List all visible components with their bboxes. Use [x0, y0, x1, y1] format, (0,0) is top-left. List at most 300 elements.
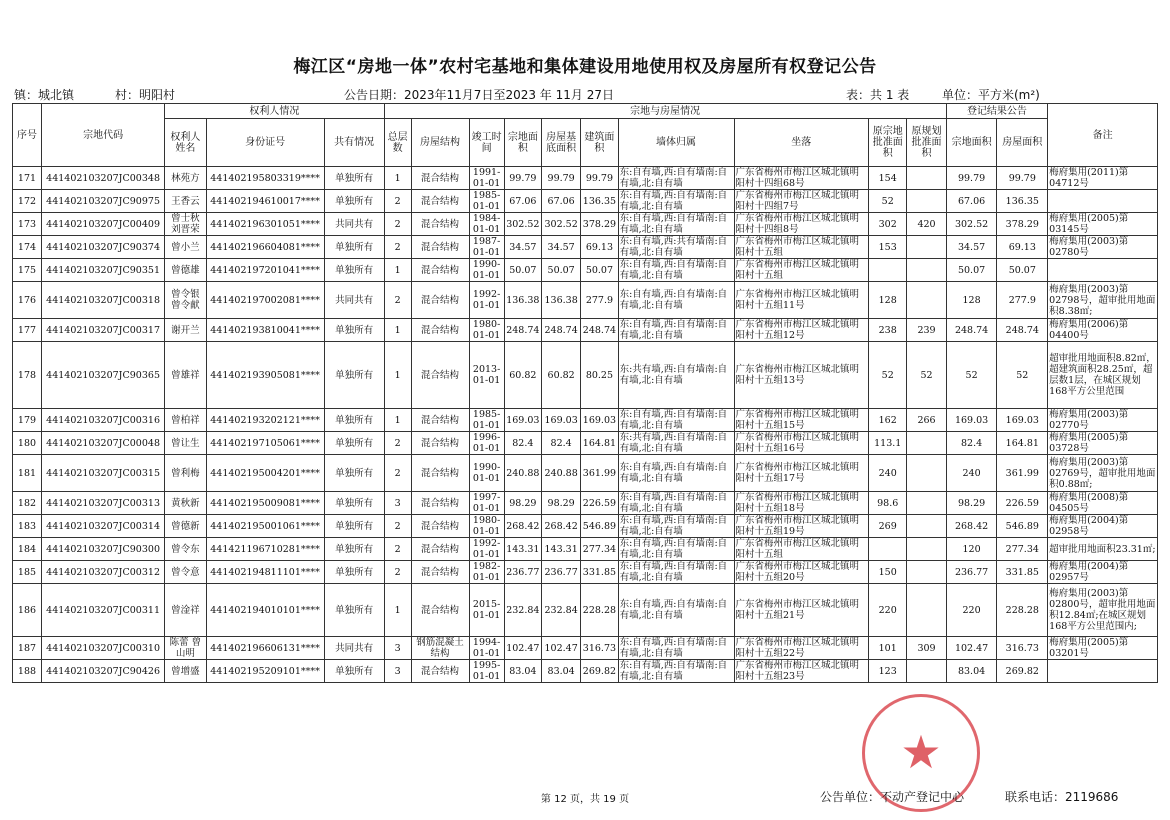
- cell-build-area: 164.81: [581, 432, 618, 455]
- cell-code: 441402103207JC00315: [41, 455, 164, 492]
- cell-floors: 3: [384, 637, 411, 660]
- header-approved-land: 原宗地批准面积: [869, 119, 907, 167]
- cell-seq: 177: [13, 319, 42, 342]
- cell-result-land: 302.52: [946, 213, 997, 236]
- cell-date: 1994-01-01: [469, 637, 504, 660]
- cell-approved-land: 162: [869, 409, 907, 432]
- cell-share: 单独所有: [324, 660, 384, 683]
- cell-seq: 173: [13, 213, 42, 236]
- cell-result-land: 240: [946, 455, 997, 492]
- cell-build-area: 99.79: [581, 167, 618, 190]
- cell-build-area: 169.03: [581, 409, 618, 432]
- cell-seq: 187: [13, 637, 42, 660]
- cell-structure: 钢筋混凝土结构: [411, 637, 469, 660]
- cell-code: 441402103207JC00409: [41, 213, 164, 236]
- cell-result-land: 102.47: [946, 637, 997, 660]
- cell-result-land: 83.04: [946, 660, 997, 683]
- cell-owner: 曾德雄: [165, 259, 206, 282]
- cell-walls: 东:自有墙,西:自有墙南:自有墙,北:自有墙: [618, 455, 734, 492]
- cell-base-area: 67.06: [541, 190, 580, 213]
- cell-approved-land: 101: [869, 637, 907, 660]
- cell-owner: 王香云: [165, 190, 206, 213]
- cell-approved-plan: [907, 236, 946, 259]
- cell-date: 1985-01-01: [469, 190, 504, 213]
- cell-idno: 441402194811101****: [206, 561, 324, 584]
- cell-approved-plan: [907, 515, 946, 538]
- cell-approved-land: 98.6: [869, 492, 907, 515]
- cell-date: 1982-01-01: [469, 561, 504, 584]
- cell-result-house: 69.13: [997, 236, 1048, 259]
- cell-location: 广东省梅州市梅江区城北镇明阳村十四组7号: [734, 190, 869, 213]
- cell-idno: 441402193202121****: [206, 409, 324, 432]
- cell-code: 441402103207JC90365: [41, 342, 164, 409]
- cell-approved-land: 154: [869, 167, 907, 190]
- header-walls: 墙体归属: [618, 119, 734, 167]
- cell-result-house: 136.35: [997, 190, 1048, 213]
- cell-land-area: 82.4: [504, 432, 541, 455]
- cell-result-house: 228.28: [997, 584, 1048, 637]
- cell-land-area: 99.79: [504, 167, 541, 190]
- cell-seq: 172: [13, 190, 42, 213]
- cell-result-house: 546.89: [997, 515, 1048, 538]
- cell-walls: 东:自有墙,西:共有墙南:自有墙,北:自有墙: [618, 236, 734, 259]
- table-row: [13, 342, 1158, 409]
- cell-result-land: 128: [946, 282, 997, 319]
- cell-approved-land: 113.1: [869, 432, 907, 455]
- cell-share: 共同共有: [324, 282, 384, 319]
- cell-remark: 梅府集用(2006)第04400号: [1048, 319, 1158, 342]
- cell-structure: 混合结构: [411, 515, 469, 538]
- cell-result-house: 269.82: [997, 660, 1048, 683]
- cell-land-area: 248.74: [504, 319, 541, 342]
- cell-location: 广东省梅州市梅江区城北镇明阳村十五组15号: [734, 409, 869, 432]
- cell-floors: 1: [384, 342, 411, 409]
- cell-seq: 188: [13, 660, 42, 683]
- header-result-house: 房屋面积: [997, 119, 1048, 167]
- contact-phone: 联系电话：2119686: [1005, 790, 1119, 804]
- cell-date: 2013-01-01: [469, 342, 504, 409]
- cell-remark: 梅府集用(2004)第02958号: [1048, 515, 1158, 538]
- cell-base-area: 83.04: [541, 660, 580, 683]
- cell-result-house: 164.81: [997, 432, 1048, 455]
- header-share: 共有情况: [324, 119, 384, 167]
- cell-idno: 441402193905081****: [206, 342, 324, 409]
- table-count: 表：共 1 表: [846, 88, 910, 102]
- seal-star-icon: ★: [900, 725, 942, 779]
- cell-land-area: 98.29: [504, 492, 541, 515]
- cell-remark: 梅府集用(2005)第03145号: [1048, 213, 1158, 236]
- cell-land-area: 60.82: [504, 342, 541, 409]
- cell-build-area: 248.74: [581, 319, 618, 342]
- cell-location: 广东省梅州市梅江区城北镇明阳村十五组18号: [734, 492, 869, 515]
- cell-seq: 171: [13, 167, 42, 190]
- cell-walls: 东:自有墙,西:自有墙南:自有墙,北:自有墙: [618, 319, 734, 342]
- cell-seq: 175: [13, 259, 42, 282]
- cell-result-land: 52: [946, 342, 997, 409]
- cell-date: 1992-01-01: [469, 282, 504, 319]
- cell-location: 广东省梅州市梅江区城北镇明阳村十五组: [734, 538, 869, 561]
- cell-location: 广东省梅州市梅江区城北镇明阳村十五组22号: [734, 637, 869, 660]
- cell-owner: 曾令银 曾令献: [165, 282, 206, 319]
- cell-seq: 174: [13, 236, 42, 259]
- cell-approved-land: 220: [869, 584, 907, 637]
- table-row: [13, 236, 1158, 259]
- cell-date: 1980-01-01: [469, 515, 504, 538]
- cell-approved-land: 302: [869, 213, 907, 236]
- cell-share: 单独所有: [324, 259, 384, 282]
- cell-code: 441402103207JC00311: [41, 584, 164, 637]
- publisher-label: 公告单位：不动产登记中心: [820, 790, 965, 804]
- cell-seq: 183: [13, 515, 42, 538]
- cell-code: 441402103207JC90351: [41, 259, 164, 282]
- cell-approved-plan: [907, 584, 946, 637]
- cell-result-house: 226.59: [997, 492, 1048, 515]
- cell-code: 441402103207JC00316: [41, 409, 164, 432]
- table-row: [13, 319, 1158, 342]
- cell-land-area: 232.84: [504, 584, 541, 637]
- cell-structure: 混合结构: [411, 282, 469, 319]
- cell-location: 广东省梅州市梅江区城北镇明阳村十五组23号: [734, 660, 869, 683]
- cell-code: 441402103207JC90975: [41, 190, 164, 213]
- cell-walls: 东:自有墙,西:自有墙南:自有墙,北:自有墙: [618, 190, 734, 213]
- cell-result-land: 236.77: [946, 561, 997, 584]
- cell-date: 1990-01-01: [469, 455, 504, 492]
- cell-approved-plan: 239: [907, 319, 946, 342]
- table-row: [13, 409, 1158, 432]
- cell-location: 广东省梅州市梅江区城北镇明阳村十五组12号: [734, 319, 869, 342]
- notice-date: 公告日期：2023年11月7日至2023 年 11月 27日: [344, 88, 614, 102]
- cell-idno: 441402197002081****: [206, 282, 324, 319]
- cell-location: 广东省梅州市梅江区城北镇明阳村十五组11号: [734, 282, 869, 319]
- cell-base-area: 136.38: [541, 282, 580, 319]
- cell-remark: 梅府集用(2008)第04505号: [1048, 492, 1158, 515]
- cell-date: 1997-01-01: [469, 492, 504, 515]
- cell-result-land: 169.03: [946, 409, 997, 432]
- cell-share: 共同共有: [324, 637, 384, 660]
- cell-walls: 东:自有墙,西:自有墙南:自有墙,北:自有墙: [618, 282, 734, 319]
- cell-floors: 1: [384, 259, 411, 282]
- cell-floors: 2: [384, 561, 411, 584]
- cell-seq: 178: [13, 342, 42, 409]
- table-row: [13, 432, 1158, 455]
- cell-remark: 梅府集用(2003)第02770号: [1048, 409, 1158, 432]
- village-label: 村：明阳村: [115, 88, 176, 102]
- cell-base-area: 99.79: [541, 167, 580, 190]
- cell-walls: 东:自有墙,西:自有墙南:自有墙,北:自有墙: [618, 515, 734, 538]
- cell-approved-land: 150: [869, 561, 907, 584]
- cell-build-area: 546.89: [581, 515, 618, 538]
- cell-result-house: 99.79: [997, 167, 1048, 190]
- header-land-area: 宗地面积: [504, 119, 541, 167]
- cell-walls: 东:自有墙,西:自有墙南:自有墙,北:自有墙: [618, 637, 734, 660]
- cell-approved-plan: [907, 538, 946, 561]
- table-row: [13, 660, 1158, 683]
- cell-base-area: 240.88: [541, 455, 580, 492]
- cell-walls: 东:自有墙,西:自有墙南:自有墙,北:自有墙: [618, 167, 734, 190]
- cell-structure: 混合结构: [411, 342, 469, 409]
- cell-share: 单独所有: [324, 455, 384, 492]
- cell-land-area: 34.57: [504, 236, 541, 259]
- cell-land-area: 83.04: [504, 660, 541, 683]
- cell-result-land: 67.06: [946, 190, 997, 213]
- cell-approved-plan: 266: [907, 409, 946, 432]
- cell-owner: 曾淦祥: [165, 584, 206, 637]
- cell-idno: 441402196301051****: [206, 213, 324, 236]
- cell-remark: 梅府集用(2003)第02800号，超审批用地面积12.84㎡;在城区规划168平方公里范围内;: [1048, 584, 1158, 637]
- cell-share: 单独所有: [324, 190, 384, 213]
- cell-seq: 180: [13, 432, 42, 455]
- cell-idno: 441402196606131****: [206, 637, 324, 660]
- cell-seq: 185: [13, 561, 42, 584]
- cell-share: 单独所有: [324, 492, 384, 515]
- cell-approved-land: [869, 538, 907, 561]
- cell-result-land: 220: [946, 584, 997, 637]
- cell-idno: 441402195004201****: [206, 455, 324, 492]
- cell-owner: 陈蕾 曾山明: [165, 637, 206, 660]
- cell-approved-land: 269: [869, 515, 907, 538]
- cell-structure: 混合结构: [411, 409, 469, 432]
- cell-share: 单独所有: [324, 319, 384, 342]
- cell-build-area: 331.85: [581, 561, 618, 584]
- cell-walls: 东:自有墙,西:自有墙南:自有墙,北:自有墙: [618, 538, 734, 561]
- cell-floors: 1: [384, 319, 411, 342]
- cell-floors: 2: [384, 282, 411, 319]
- cell-share: 单独所有: [324, 538, 384, 561]
- cell-walls: 东:自有墙,西:自有墙南:自有墙,北:自有墙: [618, 660, 734, 683]
- cell-build-area: 361.99: [581, 455, 618, 492]
- cell-date: 2015-01-01: [469, 584, 504, 637]
- table-row: [13, 561, 1158, 584]
- cell-code: 441402103207JC00348: [41, 167, 164, 190]
- cell-code: 441402103207JC00318: [41, 282, 164, 319]
- table-row: [13, 190, 1158, 213]
- cell-structure: 混合结构: [411, 492, 469, 515]
- cell-date: 1991-01-01: [469, 167, 504, 190]
- cell-approved-plan: [907, 492, 946, 515]
- cell-result-land: 50.07: [946, 259, 997, 282]
- cell-walls: 东:自有墙,西:自有墙南:自有墙,北:自有墙: [618, 584, 734, 637]
- cell-base-area: 60.82: [541, 342, 580, 409]
- cell-result-house: 361.99: [997, 455, 1048, 492]
- cell-owner: 黄秋新: [165, 492, 206, 515]
- cell-owner: 曾德新: [165, 515, 206, 538]
- cell-approved-land: 52: [869, 342, 907, 409]
- header-date: 竣工时间: [469, 119, 504, 167]
- cell-result-house: 277.34: [997, 538, 1048, 561]
- header-owner: 权利人姓名: [165, 119, 206, 167]
- header-remark: 备注: [1048, 104, 1158, 167]
- cell-floors: 3: [384, 492, 411, 515]
- cell-result-land: 268.42: [946, 515, 997, 538]
- cell-location: 广东省梅州市梅江区城北镇明阳村十五组16号: [734, 432, 869, 455]
- cell-seq: 184: [13, 538, 42, 561]
- table-row: [13, 259, 1158, 282]
- cell-seq: 182: [13, 492, 42, 515]
- cell-location: 广东省梅州市梅江区城北镇明阳村十五组19号: [734, 515, 869, 538]
- cell-code: 441402103207JC00312: [41, 561, 164, 584]
- cell-remark: 梅府集用(2005)第03728号: [1048, 432, 1158, 455]
- cell-structure: 混合结构: [411, 236, 469, 259]
- cell-location: 广东省梅州市梅江区城北镇明阳村十五组17号: [734, 455, 869, 492]
- cell-location: 广东省梅州市梅江区城北镇明阳村十五组20号: [734, 561, 869, 584]
- cell-base-area: 98.29: [541, 492, 580, 515]
- cell-approved-plan: [907, 660, 946, 683]
- cell-floors: 1: [384, 167, 411, 190]
- cell-seq: 181: [13, 455, 42, 492]
- cell-owner: 曾小兰: [165, 236, 206, 259]
- cell-idno: 441421196710281****: [206, 538, 324, 561]
- cell-structure: 混合结构: [411, 213, 469, 236]
- cell-date: 1980-01-01: [469, 319, 504, 342]
- cell-result-land: 99.79: [946, 167, 997, 190]
- cell-floors: 2: [384, 538, 411, 561]
- cell-approved-plan: [907, 167, 946, 190]
- cell-idno: 441402195209101****: [206, 660, 324, 683]
- cell-idno: 441402196604081****: [206, 236, 324, 259]
- cell-location: 广东省梅州市梅江区城北镇明阳村十五组13号: [734, 342, 869, 409]
- cell-structure: 混合结构: [411, 190, 469, 213]
- cell-base-area: 302.52: [541, 213, 580, 236]
- cell-owner: 曾柏祥: [165, 409, 206, 432]
- cell-result-house: 378.29: [997, 213, 1048, 236]
- cell-share: 单独所有: [324, 515, 384, 538]
- cell-land-area: 143.31: [504, 538, 541, 561]
- cell-structure: 混合结构: [411, 432, 469, 455]
- cell-floors: 2: [384, 455, 411, 492]
- cell-remark: 超审批用地面积23.31㎡;: [1048, 538, 1158, 561]
- cell-result-house: 169.03: [997, 409, 1048, 432]
- cell-remark: 梅府集用(2003)第02769号，超审批用地面积0.88㎡;: [1048, 455, 1158, 492]
- cell-walls: 东:自有墙,西:自有墙南:自有墙,北:自有墙: [618, 492, 734, 515]
- cell-remark: [1048, 660, 1158, 683]
- cell-walls: 东:共有墙,西:自有墙南:自有墙,北:自有墙: [618, 342, 734, 409]
- page-indicator: 第 12 页，共 19 页: [540, 794, 630, 805]
- cell-approved-plan: [907, 190, 946, 213]
- cell-base-area: 50.07: [541, 259, 580, 282]
- header-code: 宗地代码: [41, 104, 164, 167]
- cell-base-area: 102.47: [541, 637, 580, 660]
- cell-build-area: 69.13: [581, 236, 618, 259]
- cell-approved-plan: [907, 432, 946, 455]
- cell-approved-plan: [907, 259, 946, 282]
- cell-approved-plan: [907, 561, 946, 584]
- table-row: [13, 515, 1158, 538]
- cell-remark: 梅府集用(2003)第02798号，超审批用地面积8.38㎡;: [1048, 282, 1158, 319]
- cell-result-house: 50.07: [997, 259, 1048, 282]
- cell-date: 1990-01-01: [469, 259, 504, 282]
- cell-base-area: 268.42: [541, 515, 580, 538]
- cell-code: 441402103207JC00314: [41, 515, 164, 538]
- cell-location: 广东省梅州市梅江区城北镇明阳村十五组21号: [734, 584, 869, 637]
- header-base-area: 房屋基底面积: [541, 119, 580, 167]
- cell-approved-land: 128: [869, 282, 907, 319]
- cell-code: 441402103207JC00310: [41, 637, 164, 660]
- table-row: [13, 213, 1158, 236]
- cell-approved-land: 123: [869, 660, 907, 683]
- cell-idno: 441402194010101****: [206, 584, 324, 637]
- cell-idno: 441402195009081****: [206, 492, 324, 515]
- cell-base-area: 232.84: [541, 584, 580, 637]
- cell-land-area: 302.52: [504, 213, 541, 236]
- table-row: [13, 455, 1158, 492]
- cell-date: 1995-01-01: [469, 660, 504, 683]
- cell-code: 441402103207JC00048: [41, 432, 164, 455]
- cell-walls: 东:共有墙,西:自有墙南:自有墙,北:自有墙: [618, 432, 734, 455]
- cell-result-land: 120: [946, 538, 997, 561]
- header-structure: 房屋结构: [411, 119, 469, 167]
- cell-owner: 曾利梅: [165, 455, 206, 492]
- notice-title: 梅江区“房地一体”农村宅基地和集体建设用地使用权及房屋所有权登记公告: [293, 57, 877, 77]
- cell-code: 441402103207JC00313: [41, 492, 164, 515]
- cell-walls: 东:自有墙,西:自有墙南:自有墙,北:自有墙: [618, 409, 734, 432]
- cell-build-area: 136.35: [581, 190, 618, 213]
- cell-share: 单独所有: [324, 167, 384, 190]
- cell-owner: 曾雄祥: [165, 342, 206, 409]
- cell-result-land: 248.74: [946, 319, 997, 342]
- cell-approved-land: 153: [869, 236, 907, 259]
- cell-approved-plan: 420: [907, 213, 946, 236]
- cell-build-area: 80.25: [581, 342, 618, 409]
- cell-land-area: 268.42: [504, 515, 541, 538]
- cell-structure: 混合结构: [411, 561, 469, 584]
- cell-build-area: 226.59: [581, 492, 618, 515]
- cell-share: 共同共有: [324, 213, 384, 236]
- cell-base-area: 34.57: [541, 236, 580, 259]
- cell-approved-plan: 52: [907, 342, 946, 409]
- cell-code: 441402103207JC90426: [41, 660, 164, 683]
- cell-code: 441402103207JC90300: [41, 538, 164, 561]
- cell-land-area: 50.07: [504, 259, 541, 282]
- header-rights-group: 权利人情况: [165, 104, 384, 119]
- cell-result-land: 82.4: [946, 432, 997, 455]
- cell-idno: 441402195001061****: [206, 515, 324, 538]
- cell-share: 单独所有: [324, 561, 384, 584]
- cell-location: 广东省梅州市梅江区城北镇明阳村十四组8号: [734, 213, 869, 236]
- header-result-group: 登记结果公告: [946, 104, 1047, 119]
- cell-remark: [1048, 190, 1158, 213]
- cell-floors: 3: [384, 660, 411, 683]
- header-build-area: 建筑面积: [581, 119, 618, 167]
- header-land-group: 宗地与房屋情况: [384, 104, 946, 119]
- cell-floors: 2: [384, 432, 411, 455]
- cell-build-area: 316.73: [581, 637, 618, 660]
- cell-base-area: 248.74: [541, 319, 580, 342]
- cell-seq: 186: [13, 584, 42, 637]
- cell-idno: 441402193810041****: [206, 319, 324, 342]
- cell-result-house: 331.85: [997, 561, 1048, 584]
- table-row: [13, 492, 1158, 515]
- cell-owner: 曾士秋 刘晋荣: [165, 213, 206, 236]
- cell-floors: 2: [384, 515, 411, 538]
- cell-code: 441402103207JC00317: [41, 319, 164, 342]
- cell-owner: 谢开兰: [165, 319, 206, 342]
- cell-owner: 曾令意: [165, 561, 206, 584]
- cell-location: 广东省梅州市梅江区城北镇明阳村十五组: [734, 236, 869, 259]
- unit-label: 单位：平方米(m²): [942, 88, 1040, 102]
- cell-build-area: 228.28: [581, 584, 618, 637]
- cell-remark: [1048, 259, 1158, 282]
- cell-floors: 1: [384, 409, 411, 432]
- cell-remark: 梅府集用(2004)第02957号: [1048, 561, 1158, 584]
- cell-structure: 混合结构: [411, 455, 469, 492]
- cell-walls: 东:自有墙,西:自有墙南:自有墙,北:自有墙: [618, 259, 734, 282]
- cell-seq: 176: [13, 282, 42, 319]
- cell-build-area: 50.07: [581, 259, 618, 282]
- cell-land-area: 169.03: [504, 409, 541, 432]
- header-seq: 序号: [13, 104, 42, 167]
- cell-build-area: 277.34: [581, 538, 618, 561]
- cell-remark: 梅府集用(2005)第03201号: [1048, 637, 1158, 660]
